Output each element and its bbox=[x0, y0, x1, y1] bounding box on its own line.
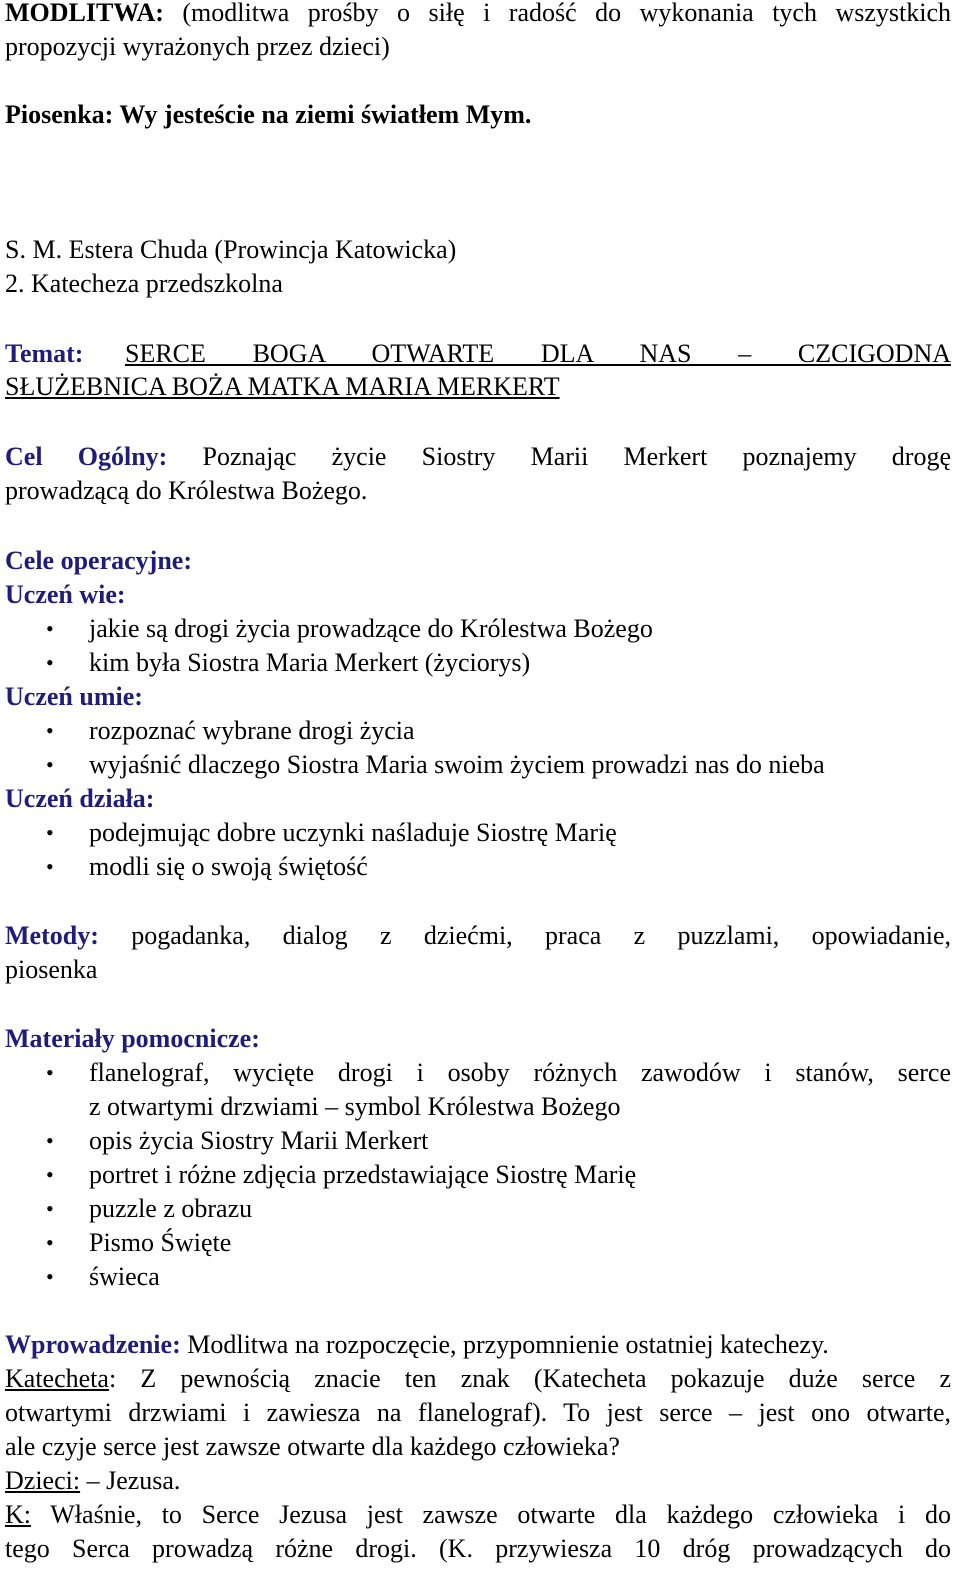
bullet-icon: • bbox=[46, 854, 54, 879]
metody-text: pogadanka, dialog z dziećmi, praca z puzzlami, opowiadanie, bbox=[98, 921, 951, 950]
k-label: K: bbox=[5, 1500, 31, 1529]
metody-line-2: piosenka bbox=[5, 955, 98, 984]
modlitwa-line-2: propozycji wyrażonych przez dzieci) bbox=[5, 32, 390, 61]
dzieci-text: – Jezusa. bbox=[80, 1466, 181, 1495]
dzieci-label: Dzieci: bbox=[5, 1466, 81, 1495]
bullet-icon: • bbox=[46, 616, 54, 641]
list-item-continuation: z otwartymi drzwiami – symbol Królestwa Bożego bbox=[89, 1092, 621, 1121]
document-page: MODLITWA: (modlitwa prośby o siłę i radość do wykonania tych wszystkich propozycji wyrażonych przez dzieci) Piosenka: Wy jesteście na ziemi światłem Mym. S. M. Estera Chuda (Prowincja Katowicka) 2. Katecheza przedszkolna Temat: SERCE BOGA OTWARTE DLA NAS – CZCIGODNA SŁUŻEBNICA BOŻA MATKA MARIA MERKERT Cel Ogólny: Poznając życie Siostry Marii Merkert poznajemy drogę prowadzącą do Królestwa Bożego. Cele operacyjne: Uczeń wie: • jakie są drogi życia prowadzące do Królestwa Bożego • kim była Siostra Maria Merkert (życiorys) Uczeń umie: • rozpoznać wybrane drogi życia • wyjaśnić dlaczego Siostra Maria swoim życiem prowadzi nas do nieba Uczeń działa: • podejmując dobre uczynki naśladuje Siostrę Marię • modli się o swoją świętość Metody: pogadanka, dialog z dziećmi, praca z puzzlami, opowiadanie, piosenka Materiały pomocnicze: • flanelograf, wycięte drogi i osoby różnych zawodów i stanów, serce z otwartymi drzwiami – symbol Królestwa Bożego • opis życia Siostry Marii Merkert • portret i różne zdjęcia przedstawiające Siostrę Marię • puzzle z obrazu • Pismo Święte • świeca Wprowadzenie: Modlitwa na rozpoczęcie, przypomnienie ostatniej katechezy. Katecheta: Z pewnością znacie ten znak (Katecheta pokazuje duże serce z otwartymi drzwiami i zawiesza na flanelograf). To jest serce – jest ono otwarte, ale czyje serce jest zawsze otwarte dla każdego człowieka? Dzieci: – Jezusa. K: Właśnie, to Serce Jezusa jest zawsze otwarte dla każdego człowieka i do tego Serca prowadzą różne drogi. (K. przywiesza 10 dróg prowadzących do bbox=[0, 0, 960, 1579]
cel-ogolny-label: Cel Ogólny: bbox=[5, 442, 168, 471]
bullet-icon: • bbox=[46, 1128, 54, 1153]
bullet-icon: • bbox=[46, 1162, 54, 1187]
temat-label: Temat: bbox=[5, 339, 84, 368]
uczen-dziala-label: Uczeń działa: bbox=[5, 784, 155, 813]
bullet-icon: • bbox=[46, 650, 54, 675]
wprowadzenie-line bbox=[5, 1328, 951, 1362]
materialy-label: Materiały pomocnicze: bbox=[5, 1024, 260, 1053]
bullet-icon: • bbox=[46, 718, 54, 743]
wprowadzenie-text: Modlitwa na rozpoczęcie, przypomnienie ostatniej katechezy. bbox=[180, 1330, 829, 1359]
uczen-umie-label: Uczeń umie: bbox=[5, 682, 143, 711]
katecheta-label: Katecheta bbox=[5, 1364, 109, 1393]
temat-title-line-1: SERCE BOGA OTWARTE DLA NAS – CZCIGODNA bbox=[125, 339, 951, 368]
bullet-icon: • bbox=[46, 1230, 54, 1255]
author-line: S. M. Estera Chuda (Prowincja Katowicka) bbox=[5, 235, 457, 264]
k-line-1 bbox=[5, 1498, 951, 1532]
k-line-2: tego Serca prowadzą różne drogi. (K. przywiesza 10 dróg prowadzących do bbox=[5, 1534, 951, 1563]
dzieci-line bbox=[5, 1464, 951, 1498]
katecheta-line-1 bbox=[5, 1362, 951, 1396]
bullet-icon: • bbox=[46, 752, 54, 777]
section-title: 2. Katecheza przedszkolna bbox=[5, 269, 283, 298]
uczen-wie-label: Uczeń wie: bbox=[5, 580, 126, 609]
katecheta-line-2: otwartymi drzwiami i zawiesza na flanelograf). To jest serce – jest ono otwarte, bbox=[5, 1398, 951, 1427]
modlitwa-line-1 bbox=[5, 0, 951, 30]
bullet-icon: • bbox=[46, 1196, 54, 1221]
piosenka-line: Piosenka: Wy jesteście na ziemi światłem Mym. bbox=[5, 100, 532, 129]
cele-operacyjne-label: Cele operacyjne: bbox=[5, 546, 192, 575]
cel-ogolny-line-2: prowadzącą do Królestwa Bożego. bbox=[5, 476, 368, 505]
temat-title-line-2: SŁUŻEBNICA BOŻA MATKA MARIA MERKERT bbox=[5, 372, 560, 401]
bullet-icon: • bbox=[46, 1060, 54, 1085]
wprowadzenie-label: Wprowadzenie: bbox=[5, 1330, 181, 1359]
cel-ogolny-line-1 bbox=[5, 440, 951, 474]
modlitwa-label: MODLITWA: bbox=[5, 0, 164, 27]
katecheta-line-3: ale czyje serce jest zawsze otwarte dla każdego człowieka? bbox=[5, 1432, 620, 1461]
bullet-icon: • bbox=[46, 1264, 54, 1289]
cel-ogolny-text: Poznając życie Siostry Marii Merkert poznajemy drogę bbox=[167, 442, 951, 471]
temat-line-2 bbox=[5, 370, 951, 404]
k-text: Właśnie, to Serce Jezusa jest zawsze otwarte dla każdego człowieka i do bbox=[31, 1500, 951, 1529]
katecheta-text: : Z pewnością znacie ten znak (Katecheta pokazuje duże serce z bbox=[108, 1364, 951, 1393]
bullet-icon: • bbox=[46, 820, 54, 845]
metody-line-1 bbox=[5, 919, 951, 953]
modlitwa-text: (modlitwa prośby o siłę i radość do wykonania tych wszystkich bbox=[163, 0, 951, 27]
metody-label: Metody: bbox=[5, 921, 99, 950]
